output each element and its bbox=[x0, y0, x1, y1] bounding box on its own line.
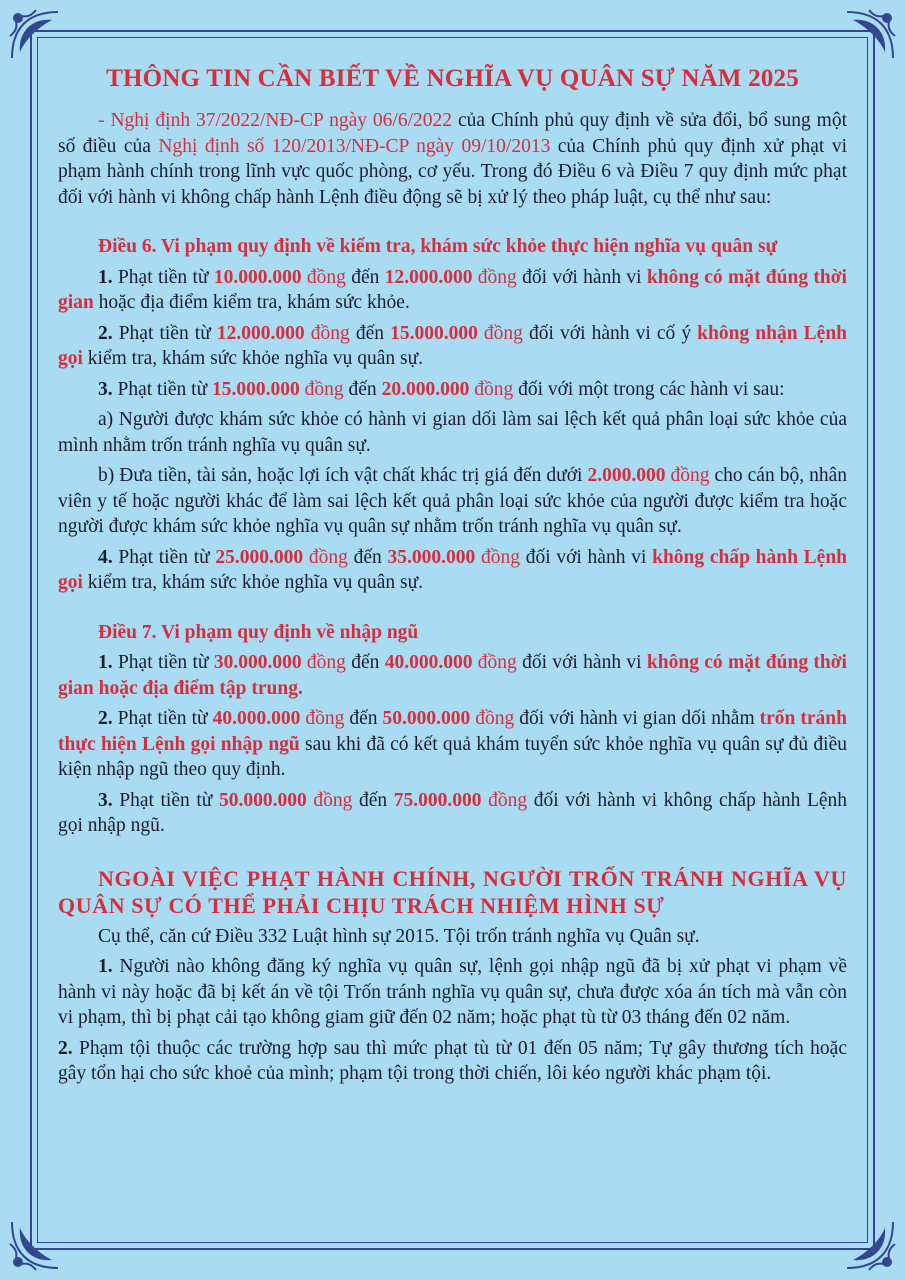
item-text: Người nào không đăng ký nghĩa vụ quân sự, lệnh gọi nhập ngũ đã bị xử phạt vi phạm về hành vi này hoặc đã bị kết án về tội Trốn tránh nghĩa vụ quân sự, chưa được xóa án tích mà vẫn còn vi phạm, thì bị phạt cải tạo không giam giữ đến 02 năm; hoặc phạt tù từ 03 tháng đến 02 năm. bbox=[58, 956, 847, 1028]
fine-unit: đồng bbox=[472, 266, 517, 288]
item-text: đến bbox=[345, 652, 385, 673]
fine-min: 12.000.000 bbox=[216, 322, 305, 344]
article-6-item-2 bbox=[58, 321, 847, 372]
violation-highlight: không có mặt đúng thời gian bbox=[58, 266, 847, 313]
article-6-item-3 bbox=[58, 377, 847, 403]
item-text: đối với hành vi không chấp hành Lệnh gọi nhập ngũ. bbox=[58, 789, 848, 836]
fine-unit: đồng bbox=[470, 708, 515, 729]
criminal-lead: Cụ thể, căn cứ Điều 332 Luật hình sự 2015. Tội trốn tránh nghĩa vụ Quân sự. bbox=[98, 925, 700, 947]
item-text: Phạt tiền từ bbox=[112, 708, 213, 729]
article-7-item-1 bbox=[58, 650, 847, 701]
article-6-item-3b bbox=[58, 463, 847, 540]
item-text: đến bbox=[352, 789, 394, 811]
fine-max: 35.000.000 bbox=[387, 546, 476, 568]
item-number: 4. bbox=[98, 546, 113, 568]
fine-unit: đồng bbox=[306, 789, 353, 811]
decree-120-reference: Nghị định số 120/2013/NĐ-CP ngày 09/10/2013 bbox=[158, 135, 551, 157]
article-6-item-1 bbox=[58, 265, 847, 316]
intro-paragraph bbox=[58, 108, 847, 210]
fine-unit: đồng bbox=[472, 652, 517, 673]
item-number: 1. bbox=[98, 266, 113, 288]
decree-37-reference: Nghị định 37/2022/NĐ-CP ngày 06/6/2022 bbox=[110, 110, 453, 131]
item-number: 3. bbox=[98, 378, 113, 400]
item-text: sau khi đã có kết quả khám tuyển sức khỏe nghĩa vụ quân sự đủ điều kiện nhập ngũ theo quy định. bbox=[58, 733, 847, 780]
article-7-title: Điều 7. Vi phạm quy định về nhập ngũ bbox=[98, 621, 419, 643]
item-text: Phạt tiền từ bbox=[112, 652, 214, 673]
item-text: Phạm tội thuộc các trường hợp sau thì mức phạt tù từ 01 đến 05 năm; Tự gây thương tích hoặc gây tổn hại cho sức khoẻ của mình; phạm tội trong thời chiến, lôi kéo người khác phạm tội. bbox=[58, 1037, 847, 1084]
page-title: THÔNG TIN CẦN BIẾT VỀ NGHĨA VỤ QUÂN SỰ NĂM 2025 bbox=[106, 65, 799, 92]
intro-text-1: của Chính phủ quy định về sửa đổi, bổ sung một số điều của bbox=[58, 110, 848, 157]
item-text: đến bbox=[343, 378, 382, 400]
item-text: Phạt tiền từ bbox=[112, 322, 217, 344]
item-text: Phạt tiền từ bbox=[112, 546, 216, 568]
fine-min: 10.000.000 bbox=[213, 266, 302, 288]
item-text: hoặc địa điểm kiểm tra, khám sức khỏe. bbox=[93, 292, 410, 313]
item-number: 3. bbox=[98, 789, 113, 811]
item-text: cho cán bộ, nhân viên y tế hoặc người khác để làm sai lệch kết quả phân loại sức khỏe của người được kiểm tra hoặc người được khám sức khỏe nghĩa vụ quân sự nhằm trốn tránh nghĩa vụ quân sự. bbox=[58, 465, 847, 537]
fine-unit: đồng bbox=[469, 378, 514, 400]
fine-max: 75.000.000 bbox=[393, 789, 482, 811]
fine-min: 15.000.000 bbox=[212, 378, 300, 400]
item-number: 2. bbox=[58, 1037, 73, 1059]
item-number: 2. bbox=[98, 322, 113, 344]
fine-min: 25.000.000 bbox=[215, 546, 304, 568]
item-number: 2. bbox=[98, 708, 113, 729]
item-text: đến bbox=[349, 322, 391, 344]
violation-highlight: không chấp hành Lệnh gọi bbox=[58, 546, 848, 593]
corner-ornament-icon bbox=[8, 1218, 62, 1272]
fine-unit: đồng bbox=[301, 266, 346, 288]
item-text: b) Đưa tiền, tài sản, hoặc lợi ích vật chất khác trị giá đến dưới bbox=[98, 465, 588, 486]
fine-max: 12.000.000 bbox=[384, 266, 473, 288]
item-text: kiểm tra, khám sức khỏe nghĩa vụ quân sự. bbox=[82, 348, 424, 369]
criminal-item-1 bbox=[58, 954, 847, 1031]
corner-ornament-icon bbox=[843, 1218, 897, 1272]
intro-text-2: của Chính phủ quy định xử phạt vi phạm hành chính trong lĩnh vực quốc phòng, cơ yếu. Trong đó Điều 6 và Điều 7 quy định mức phạt đối với hành vi không chấp hành Lệnh điều động sẽ bị xử lý theo pháp luật, cụ thể như sau: bbox=[58, 135, 847, 208]
fine-min: 50.000.000 bbox=[218, 789, 307, 811]
fine-min: 30.000.000 bbox=[213, 652, 302, 673]
item-text: đối với một trong các hành vi sau: bbox=[513, 378, 785, 400]
fine-unit: đồng bbox=[477, 322, 523, 344]
corner-ornament-icon bbox=[843, 8, 897, 62]
fine-max: 20.000.000 bbox=[381, 378, 470, 400]
fine-max: 50.000.000 bbox=[382, 708, 471, 729]
item-text: kiểm tra, khám sức khỏe nghĩa vụ quân sự. bbox=[82, 572, 424, 593]
item-text: đối với hành vi bbox=[520, 546, 653, 568]
item-text: Phạt tiền từ bbox=[112, 789, 219, 811]
fine-min: 40.000.000 bbox=[212, 708, 301, 729]
document-body bbox=[58, 64, 847, 1087]
fine-unit: đồng bbox=[300, 708, 345, 729]
article-6-item-3a: a) Người được khám sức khỏe có hành vi gian dối làm sai lệch kết quả phân loại sức khỏe của mình nhằm trốn tránh nghĩa vụ quân sự. bbox=[58, 409, 847, 456]
item-text: đối với hành vi gian dối nhằm bbox=[514, 708, 760, 729]
criminal-item-2 bbox=[58, 1036, 847, 1087]
article-7-item-2 bbox=[58, 706, 847, 783]
fine-unit: đồng bbox=[475, 546, 520, 568]
article-7-item-3 bbox=[58, 788, 847, 839]
item-text: đến bbox=[347, 546, 388, 568]
violation-highlight: không nhận Lệnh gọi bbox=[58, 322, 848, 369]
fine-unit: đồng bbox=[299, 378, 344, 400]
fine-max: 15.000.000 bbox=[390, 322, 478, 344]
item-text: Phạt tiền từ bbox=[112, 378, 213, 400]
violation-highlight: trốn tránh thực hiện Lệnh gọi nhập ngũ bbox=[58, 708, 847, 755]
fine-unit: đồng bbox=[303, 546, 348, 568]
fine-unit: đồng bbox=[665, 465, 710, 486]
article-6-item-4 bbox=[58, 545, 847, 596]
item-text: đến bbox=[344, 708, 383, 729]
item-text: đối với hành vi bbox=[516, 652, 647, 673]
fine-unit: đồng bbox=[301, 652, 346, 673]
fine-unit: đồng bbox=[304, 322, 350, 344]
corner-ornament-icon bbox=[8, 8, 62, 62]
criminal-liability-title: NGOÀI VIỆC PHẠT HÀNH CHÍNH, NGƯỜI TRỐN TRÁNH NGHĨA VỤ QUÂN SỰ CÓ THỂ PHẢI CHỊU TRÁCH NHIỆM HÌNH SỰ bbox=[58, 865, 847, 918]
item-text: đối với hành vi cố ý bbox=[522, 322, 698, 344]
violation-highlight: không có mặt đúng thời gian hoặc địa điểm tập trung. bbox=[58, 652, 847, 699]
item-text: đối với hành vi bbox=[516, 266, 647, 288]
item-number: 1. bbox=[98, 652, 113, 673]
item-text: Phạt tiền từ bbox=[112, 266, 214, 288]
fine-max: 40.000.000 bbox=[384, 652, 473, 673]
article-6-title: Điều 6. Vi phạm quy định về kiểm tra, khám sức khỏe thực hiện nghĩa vụ quân sự bbox=[98, 236, 778, 257]
fine-unit: đồng bbox=[481, 789, 528, 811]
item-number: 1. bbox=[98, 956, 113, 977]
item-text: đến bbox=[345, 266, 385, 288]
intro-dash: - bbox=[98, 110, 111, 131]
bribe-value: 2.000.000 bbox=[587, 465, 666, 486]
